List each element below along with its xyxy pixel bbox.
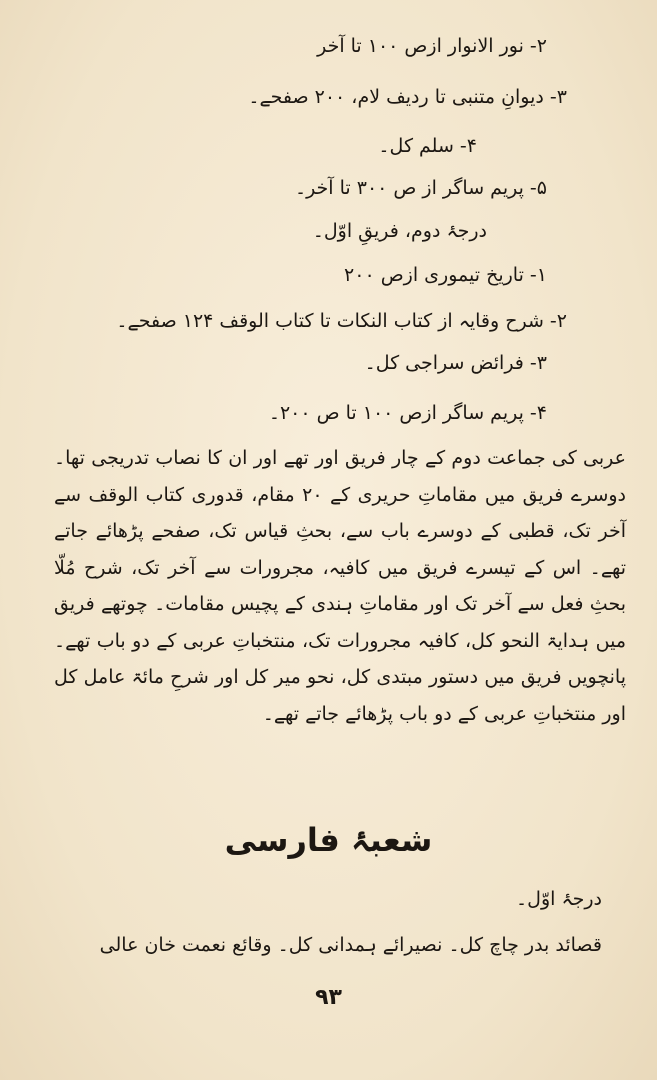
- list-item: ۱- تاریخ تیموری ازص ۲۰۰: [344, 264, 547, 286]
- list-item: ۴- سلم کل۔: [378, 135, 477, 157]
- list-item: ۵- پریم ساگر از ص ۳۰۰ تا آخر۔: [294, 177, 547, 199]
- page-number: ۹۳: [315, 985, 342, 1010]
- list-item: ۲- شرح وقایہ از کتاب النکات تا کتاب الوقف ۱۲۴ صفحے۔: [116, 310, 567, 332]
- section-title: شعبۂ فارسی: [224, 821, 433, 859]
- section-subheading: درجۂ دوم، فریقِ اوّل۔: [312, 220, 487, 242]
- list-item: ۳- دیوانِ متنبی تا ردیف لام، ۲۰۰ صفحے۔: [248, 86, 567, 108]
- body-line: قصائد بدر چاچ کل۔ نصیرائے ہمدانی کل۔ وقائع نعمت خان عالی: [99, 934, 602, 956]
- list-item: ۴- پریم ساگر ازص ۱۰۰ تا ص ۲۰۰۔: [268, 402, 547, 424]
- body-paragraph: عربی کی جماعت دوم کے چار فریق اور تھے اور ان کا نصاب تدریجی تھا۔ دوسرے فریق میں مقاماتِ حریری کے ۲۰ مقام، قدوری کتاب الوقف سے آخر تک، قطبی کے دوسرے باب سے، بحثِ قیاس تک، صفحے پڑھائے جاتے تھے۔ اس کے تیسرے فریق میں کافیہ، مجرورات سے آخر تک، شرح مُلّا بحثِ فعل سے آخر تک اور مقاماتِ ہندی کے پچیس مقامات۔ چوتھے فریق میں ہدایۃ النحو کل، کافیہ مجرورات تک، منتخباتِ عربی کے دو باب تھے۔ پانچویں فریق میں دستور مبتدی کل، نحو میر کل اور شرحِ مائۃ عامل کل اور منتخباتِ عربی کے دو باب پڑھائے جاتے تھے۔: [54, 447, 627, 725]
- section-subheading: درجۂ اوّل۔: [516, 888, 602, 910]
- list-item: ۲- نور الانوار ازص ۱۰۰ تا آخر: [317, 35, 547, 57]
- list-item: ۳- فرائض سراجی کل۔: [364, 352, 547, 374]
